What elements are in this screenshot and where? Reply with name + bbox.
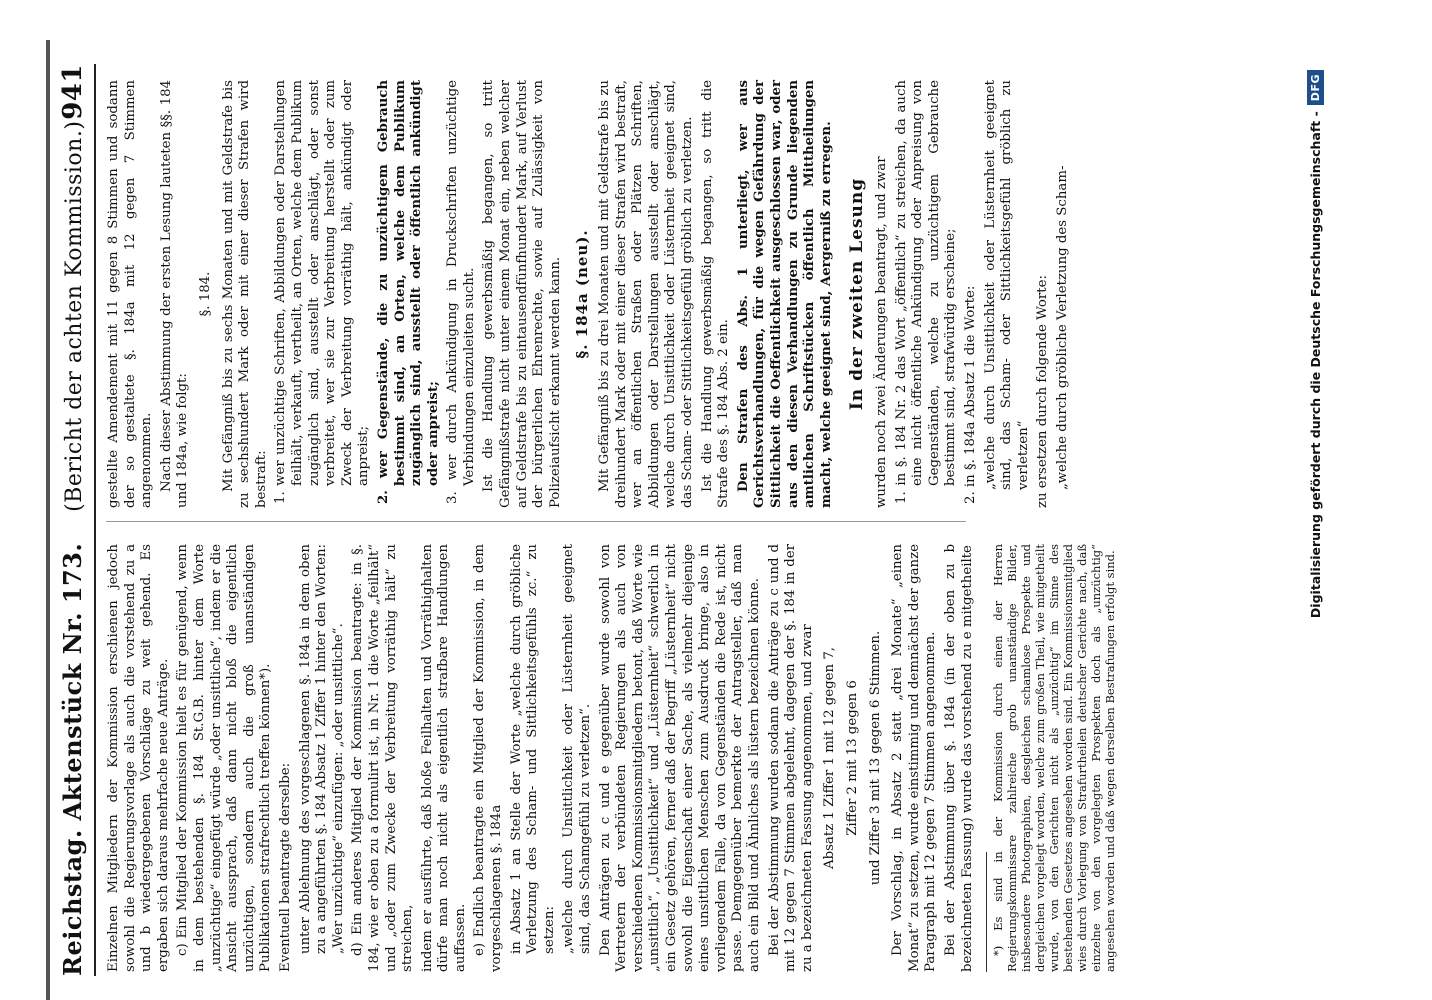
quotation: „welche durch gröbliche Verletzung des Scham- (1054, 165, 1070, 490)
list-item: 1. in §. 184 Nr. 2 das Wort „öffentlich“ zu streichen, da auch eine nicht öffentliche Ankündigung oder Anpreisung von Gegenständen, welche zu unzüchtigem Gebrauche bestimmt sind, strafwürdig erscheine; (893, 80, 959, 504)
dfg-logo: DFG (1307, 70, 1324, 105)
quotation: „welche durch Unsittlichkeit oder Lüsternheit geeignet sind, das Schamgefühl zu verletzen“. (561, 544, 594, 954)
footnote: *) Es sind in der Kommission durch einen der Herren Regierungskommissare zahlreiche grob unanständige Bilder, insbesondere Photographien, desgleichen schamlose Prospekte und dergleichen vorgelegt worden, welche zum großen Theil, wie mitgetheilt wurde, von den Gerichten nicht als „unzüchtig“ im Sinne des bestehenden Gesetzes angesehen worden sind. Ein Kommissionsmitglied wies durch Vorlegung von Strafurtheilen deutscher Gerichte nach, daß einzelne von den vorgelegten Prospekten doch als „unzüchtig“ angesehen worden und daß wegen derselben Bestrafungen erfolgt sind. (991, 544, 1118, 972)
quotation: „welche durch Unsittlichkeit oder Lüsternheit geeignet sind, das Scham- oder Sittlichkeitsgefühl gröblich zu verletzen“ (982, 80, 1031, 490)
vote-line: und Ziffer 3 mit 13 gegen 6 Stimmen. (867, 630, 883, 886)
page-header (58, 64, 96, 976)
paragraph: Ist die Handlung gewerbsmäßig begangen, so tritt Gefängnißstrafe nicht unter einem Monat ein, neben welcher auf Geldstrafe bis zu eintausendfünfhundert Mark, auf Verlust der bürgerlichen Ehrenrechte, sowie auf Zulässigkeit von Polizeiaufsicht erkannt werden kann. (481, 80, 563, 508)
list-item: 3. wer durch Ankündigung in Druckschriften unzüchtige Verbindungen einzuleiten sucht. (445, 80, 477, 504)
paragraph: Bei der Abstimmung wurden sodann die Anträge zu c und d mit 12 gegen 7 Stimmen abgelehnt, dagegen der §. 184 in der zu a bezeichneten Fassung angenommen, und zwar (766, 544, 815, 972)
list-item: 2. in §. 184a Absatz 1 die Worte: (962, 285, 978, 504)
digitization-watermark (1298, 70, 1332, 970)
vote-line: Ziffer 2 mit 13 gegen 6 (844, 680, 860, 836)
column-divider (106, 521, 966, 522)
paragraph: gestellte Amendement mit 11 gegen 8 Stimmen und sodann der so gestaltete §. 184a mit 12 gegen 7 Stimmen angenommen. (106, 80, 155, 508)
paragraph: Mit Gefängniß bis zu drei Monaten und mit Geldstrafe bis zu dreihundert Mark oder mit einer dieser Strafen wird bestraft, wer an öffentlichen Straßen oder Plätzen Schriften, Abbildungen oder Darstellungen ausstellt oder anschlägt, welche durch Unsittlichkeit oder Lüsternheit geeignet sind, das Scham- oder Sittlichkeitsgefühl gröblich zu verletzen. (597, 80, 695, 508)
paragraph: c) Ein Mitglied der Kommission hielt es für genügend, wenn in dem bestehenden §. 184 St.G.B. hinter dem Worte „unzüchtige“ eingefügt würde „oder unsittliche“, indem er die Ansicht aussprach, daß dann nicht bloß die eigentlich unzüchtigen, sondern auch die groß unanständigen Publikationen strafrechtlich treffen können*). (175, 544, 274, 972)
section-heading-184: §. 184. (197, 271, 213, 317)
document-page (36, 40, 1406, 1000)
paragraph: indem er ausführte, daß bloße Feilhalten und Vorräthighalten dürfe man noch nicht als eigentlich strafbare Handlungen auffassen. (419, 544, 468, 972)
paragraph: Bei der Abstimmung über §. 184a (in der oben zu b bezeichneten Fassung) wurde das vorstehend zu e mitgetheilte (942, 544, 975, 972)
vote-line: Absatz 1 Ziffer 1 mit 12 gegen 7, (822, 646, 838, 870)
footnote-rule (986, 852, 987, 972)
left-column (106, 544, 1118, 972)
paragraph: wurden noch zwei Änderungen beantragt, und zwar (873, 156, 889, 508)
paragraph: Den Strafen des Abs. 1 unterliegt, wer aus Gerichtsverhandlungen, für die wegen Gefährdung der Sittlichkeit die Oeffentlichkeit ausgeschlossen war, oder aus den diesen Verhandlungen zu Grunde liegenden amtlichen Schriftstücken öffentlich Mittheilungen macht, welche geeignet sind, Aergerniß zu erregen. (735, 80, 834, 508)
paragraph: d) Ein anderes Mitglied der Kommission beantragte: in §. 184, wie er oben zu a formulirt ist, in Nr. 1 die Worte „feilhält“ und „oder zum Zwecke der Verbreitung vorräthig hält“ zu streichen, (350, 544, 416, 972)
paragraph: zu ersetzen durch folgende Worte: (1035, 275, 1051, 508)
page-number: 941 (58, 64, 88, 120)
paragraph: in Absatz 1 an Stelle der Worte „welche durch gröbliche Verletzung des Scham- und Sittlichkeitsgefühls zc.“ zu setzen: (508, 544, 557, 954)
section-heading-184a: §. 184a (neu). (573, 229, 592, 359)
document-title: Reichstag. Aktenstück Nr. 173. (58, 542, 87, 976)
right-column (106, 80, 1070, 508)
paragraph: unter Ablehnung des vorgeschlagenen §. 184a in dem oben zu a angeführten §. 184 Absatz 1 Ziffer 1 hinter den Worten: „Wer unzüchtige“ einzufügen: „oder unsittliche“. (297, 544, 346, 954)
paragraph: Eventuell beantragte derselbe: (277, 762, 293, 972)
paragraph: Den Anträgen zu c und e gegenüber wurde sowohl von Vertretern der verbündeten Regierungen als auch von verschiedenen Kommissionsmitgliedern betont, daß Worte wie „unsittlich“, „Unsittlichkeit“ und „Lüsternheit“ schwerlich in ein Gesetz gehören, ferner daß der Begriff „Lüsternheit“ nicht sowohl die Eigenschaft einer Sache, als vielmehr diejenige eines unsittlichen Menschen zum Ausdruck bringe, also in vorliegendem Falle, da von Gegenständen die Rede ist, nicht passe. Demgegenüber bemerkte der Antragsteller, daß man auch ein Bild und Ähnliches als lüstern bezeichnen könne. (597, 544, 762, 972)
paragraph: Nach dieser Abstimmung der ersten Lesung lauteten §§. 184 und 184a, wie folgt: (158, 80, 191, 508)
watermark-text: Digitalisierung gefördert durch die Deutsche Forschungsgemeinschaft - (1307, 111, 1323, 619)
document-subtitle: (Bericht der achten Kommission.) (62, 120, 87, 512)
paragraph: Ist die Handlung gewerbsmäßig begangen, so tritt die Strafe des §. 184 Abs. 2 ein. (699, 80, 732, 508)
paragraph: Der Vorschlag, in Absatz 2 statt „drei Monate“ „einen Monat“ zu setzen, wurde einstimmig und demnächst der ganze Paragraph mit 12 gegen 7 Stimmen angenommen. (890, 544, 939, 972)
paragraph: e) Endlich beantragte ein Mitglied der Kommission, in dem vorgeschlagenen §. 184a (472, 544, 505, 972)
subheading-second-reading: In der zweiten Lesung (847, 177, 868, 411)
paragraph: Mit Gefängniß bis zu sechs Monaten und mit Geldstrafe bis zu sechshundert Mark oder mit einer dieser Strafen wird bestraft: (220, 80, 269, 508)
list-item: 1. wer unzüchtige Schriften, Abbildungen oder Darstellungen feilhält, verkauft, vertheilt, an Orten, welche dem Publikum zugänglich sind, ausstellt oder anschlägt, oder sonst verbreitet, wer sie zur Verbreitung herstellt oder zum Zweck der Verbreitung vorräthig hält, ankündigt oder anpreist; (273, 80, 372, 504)
list-item: 2. wer Gegenstände, die zu unzüchtigem Gebrauch bestimmt sind, an Orten, welche dem Publikum zugänglich sind, ausstellt oder öffentlich ankündigt oder anpreist; (375, 80, 441, 504)
paragraph: Einzelnen Mitgliedern der Kommission erschienen jedoch sowohl die Regierungsvorlage als auch die vorstehend zu a und b wiedergegebenen Vorschläge zu weit gehend. Es ergaben sich daraus mehrfache neue Anträge. (106, 544, 171, 972)
scan-edge-line (46, 40, 50, 1000)
